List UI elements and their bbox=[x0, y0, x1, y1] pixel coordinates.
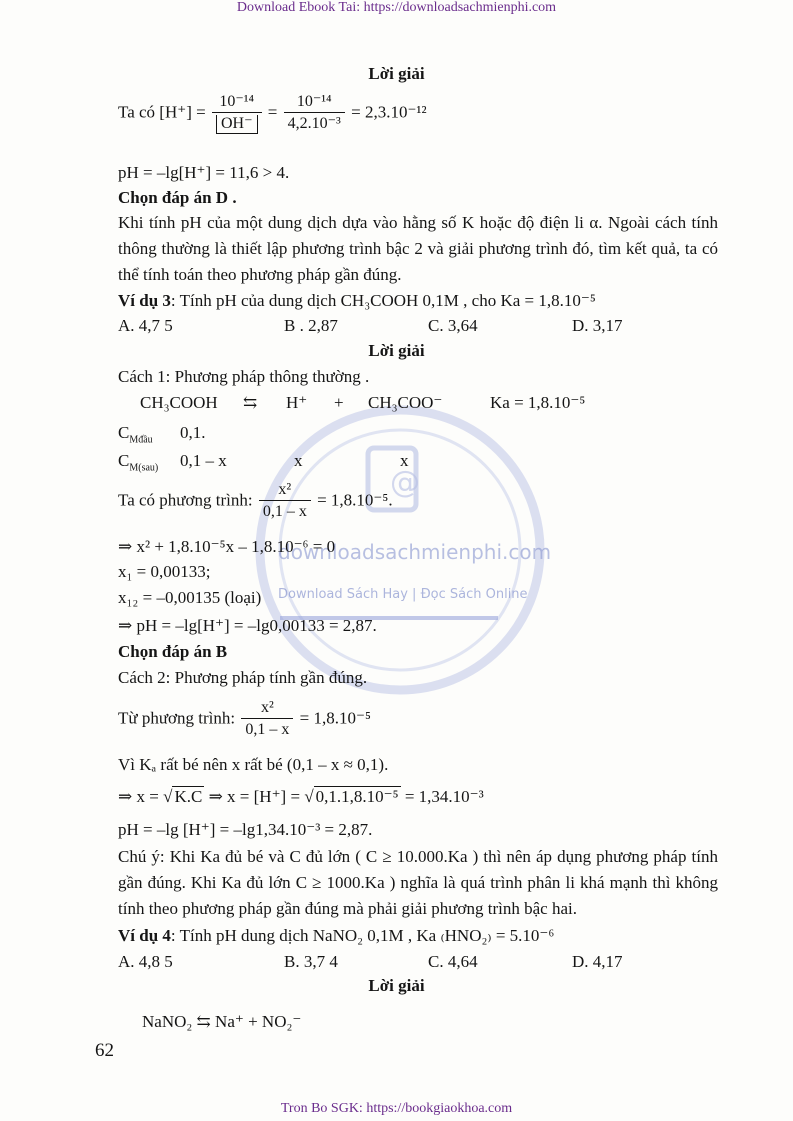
sqrt-line: ⇒ x = √ K.C ⇒ x = [H⁺] = √ 0,1.1,8.10⁻⁵ = 1,34.10⁻³ bbox=[118, 787, 484, 806]
option-a-4: A. 4,8 5 bbox=[118, 952, 173, 971]
ph-line-2: ⇒ pH = –lg[H⁺] = –lg0,00133 = 2,87. bbox=[118, 616, 377, 635]
c-initial-value: 0,1. bbox=[180, 423, 206, 442]
option-c: C. 3,64 bbox=[428, 316, 478, 335]
explanation-paragraph: Khi tính pH của một dung dịch dựa vào hằng số K hoặc độ điện li α. Ngoài cách tính thông thường là thiết lập phương trình bậc 2 và giải phương trình đó, tìm kết quả, ta có thể tính toán theo phương pháp gần đúng. bbox=[118, 213, 718, 284]
c-after: $C_{M(sau)}$ bbox=[118, 451, 159, 474]
page-number: 62 bbox=[95, 1040, 114, 1061]
ka-small-note: Vì Kₐ rất bé nên x rất bé (0,1 – x ≈ 0,1). bbox=[118, 755, 389, 774]
answer-d: Chọn đáp án D . bbox=[118, 188, 237, 207]
eq-plus: + bbox=[334, 393, 344, 412]
svg-text:@: @ bbox=[390, 465, 420, 500]
note-paragraph: Chú ý: Khi Ka đủ bé và C đủ lớn ( C ≥ 10.000.Ka ) thì nên áp dụng phương pháp tính gần đúng. Khi Ka đủ lớn C ≥ 1000.Ka ) nghĩa là quá trình phân li khá mạnh thì không tính theo phương pháp gần đúng mà phải giải phương trình bậc hai. bbox=[118, 847, 718, 918]
equation-fraction: Ta có phương trình: $\frac{\text{x²}}{0,1 - x}$ = 1,8.10⁻⁵. bbox=[118, 481, 393, 520]
solution-title-1: Lời giải bbox=[368, 64, 425, 83]
watermark-tagline: Download Sách Hay | Đọc Sách Online bbox=[278, 587, 528, 602]
option-b-4: B. 3,7 4 bbox=[284, 952, 338, 971]
c-initial: $C_{Mđầu}$ bbox=[118, 423, 153, 446]
solution-title-3: Lời giải bbox=[368, 976, 425, 995]
footer-sgk-link[interactable]: Tron Bo SGK: https://bookgiaokhoa.com bbox=[280, 1101, 513, 1116]
header-download-link[interactable]: Download Ebook Tai: https://downloadsachmienphi.com bbox=[236, 0, 557, 15]
option-a: A. 4,7 5 bbox=[118, 316, 173, 335]
example-3: Ví dụ 3: Tính pH của dung dịch CH₃COOH 0,1M , cho Ka = 1,8.10⁻⁵ bbox=[118, 291, 596, 310]
eq-h-ion: H⁺ bbox=[286, 393, 308, 412]
h-concentration-equation: Ta có [H⁺] = $\frac{\text{10⁻¹⁴}}{OH^-}$ = $\frac{\text{10⁻¹⁴}}{\text{4,2.10⁻³}}$ = 2,3.10⁻¹² bbox=[118, 92, 427, 135]
option-d-4: D. 4,17 bbox=[572, 952, 623, 971]
nano2-equation: NaNO₂ ⇆ Na⁺ + NO₂⁻ bbox=[142, 1012, 302, 1031]
eq-acid: CH₃COOH bbox=[140, 393, 218, 412]
quadratic-eq: ⇒ x² + 1,8.10⁻⁵x – 1,8.10⁻⁶ = 0 bbox=[118, 537, 336, 556]
c-after-h: x bbox=[294, 451, 303, 470]
option-c-4: C. 4,64 bbox=[428, 952, 478, 971]
answer-b: Chọn đáp án B bbox=[118, 642, 228, 661]
ph-line-3: pH = –lg [H⁺] = –lg1,34.10⁻³ = 2,87. bbox=[118, 820, 373, 839]
method-2-label: Cách 2: Phương pháp tính gần đúng. bbox=[118, 668, 368, 687]
solution-title-2: Lời giải bbox=[368, 341, 425, 360]
ph-line-1: pH = –lg[H⁺] = 11,6 > 4. bbox=[118, 163, 290, 182]
example-4: Ví dụ 4: Tính pH dung dịch NaNO₂ 0,1M , Ka ₍HNO₂₎ = 5.10⁻⁶ bbox=[118, 926, 555, 945]
fraction-1: $\frac{\text{10⁻¹⁴}}{OH^-}$ bbox=[212, 92, 262, 135]
approx-equation: Từ phương trình: $\frac{\text{x²}}{0,1 - x}$ = 1,8.10⁻⁵ bbox=[118, 699, 371, 738]
eq-ka: Ka = 1,8.10⁻⁵ bbox=[490, 393, 586, 412]
option-d: D. 3,17 bbox=[572, 316, 623, 335]
c-after-value: 0,1 – x bbox=[180, 451, 227, 470]
option-b: B . 2,87 bbox=[284, 316, 338, 335]
eq-acetate: CH₃COO⁻ bbox=[368, 393, 443, 412]
eq-arrow: ⇆ bbox=[243, 393, 258, 412]
root-2: x₁₂ = –0,00135 (loại) bbox=[118, 588, 262, 607]
ta-co-label: Ta có [H⁺] = bbox=[118, 102, 206, 122]
watermark-site: downloadsachmienphi.com bbox=[278, 540, 552, 564]
fraction-2: $\frac{\text{10⁻¹⁴}}{\text{4,2.10⁻³}}$ bbox=[284, 92, 345, 135]
c-after-ac: x bbox=[400, 451, 409, 470]
root-1: x₁ = 0,00133; bbox=[118, 562, 211, 581]
method-1-label: Cách 1: Phương pháp thông thường . bbox=[118, 367, 370, 386]
